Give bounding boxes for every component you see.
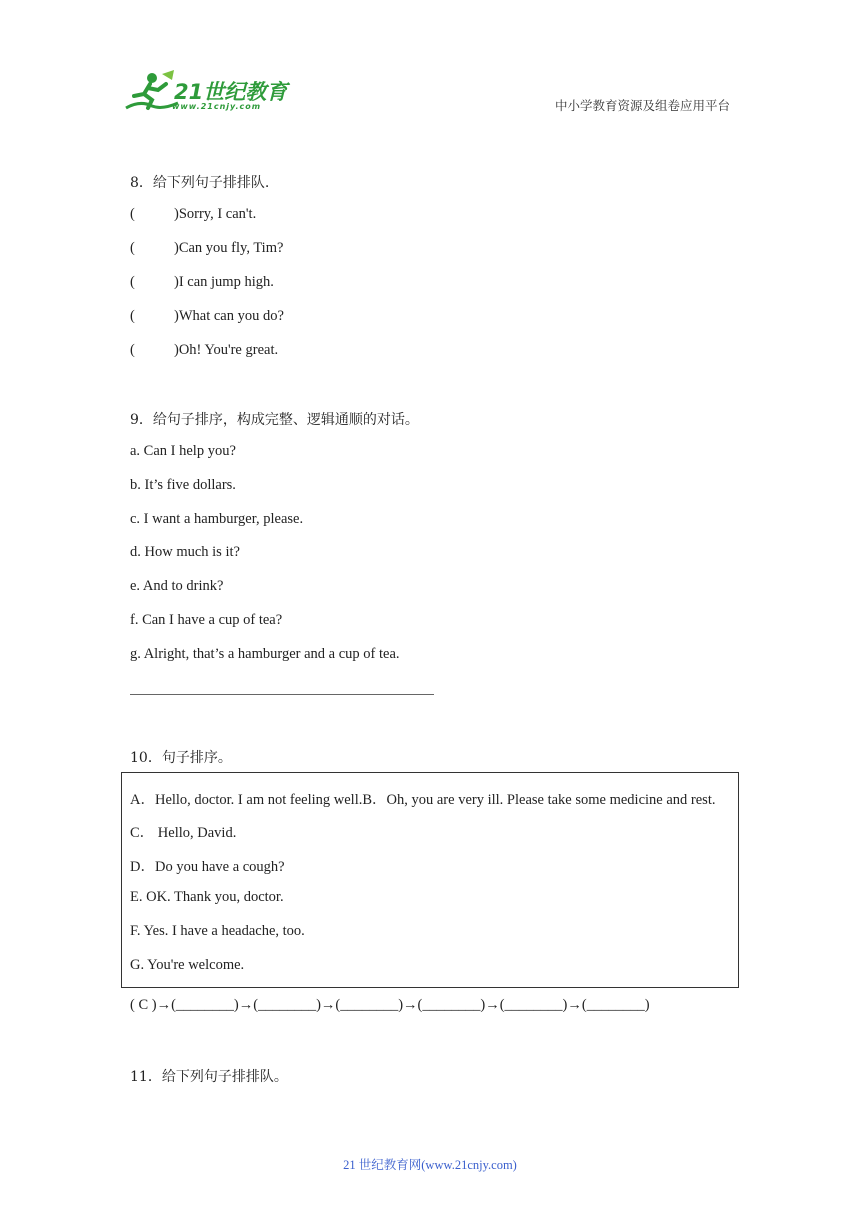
list-item: ( )Oh! You're great. <box>130 342 279 358</box>
list-item: b. It’s five dollars. <box>130 477 236 493</box>
list-item: G. You're welcome. <box>130 957 245 973</box>
list-item: e. And to drink? <box>130 578 224 594</box>
question-11-title: 11．给下列句子排排队。 <box>130 1069 288 1085</box>
list-item: d. How much is it? <box>130 544 240 560</box>
sentence-box <box>121 772 739 988</box>
question-10-title: 10．句子排序。 <box>130 750 232 766</box>
list-item: F. Yes. I have a headache, too. <box>130 923 305 939</box>
logo-url: www.21cnjy.com <box>172 102 262 111</box>
list-item: ( )I can jump high. <box>130 274 274 290</box>
header-platform-text: 中小学教育资源及组卷应用平台 <box>554 98 730 113</box>
list-item: C． Hello, David. <box>130 825 237 841</box>
list-item: c. I want a hamburger, please. <box>130 511 304 527</box>
site-logo <box>122 70 292 115</box>
question-9-title: 9．给句子排序，构成完整、逻辑通顺的对话。 <box>130 412 419 428</box>
list-item: D．Do you have a cough? <box>130 859 285 875</box>
list-item: ( )Can you fly, Tim? <box>130 240 284 256</box>
list-item: A．Hello, doctor. I am not feeling well.B．Oh, you are very ill. Please take some medicine and rest. <box>130 792 716 808</box>
question-8-title: 8．给下列句子排排队. <box>130 175 270 191</box>
list-item: a. Can I help you? <box>130 443 236 459</box>
list-item: ( )What can you do? <box>130 308 284 324</box>
list-item: E. OK. Thank you, doctor. <box>130 889 284 905</box>
answer-underline <box>130 694 434 695</box>
list-item: g. Alright, that’s a hamburger and a cup of tea. <box>130 646 400 662</box>
list-item: f. Can I have a cup of tea? <box>130 612 283 628</box>
answer-sequence-line: ( C )→(________)→(________)→(________)→(________)→(________)→(________) <box>130 997 650 1013</box>
list-item: ( )Sorry, I can't. <box>130 206 257 222</box>
logo-text: 21世纪教育 <box>174 80 288 104</box>
footer-text: 21 世纪教育网(www.21cnjy.com) <box>343 1158 517 1172</box>
